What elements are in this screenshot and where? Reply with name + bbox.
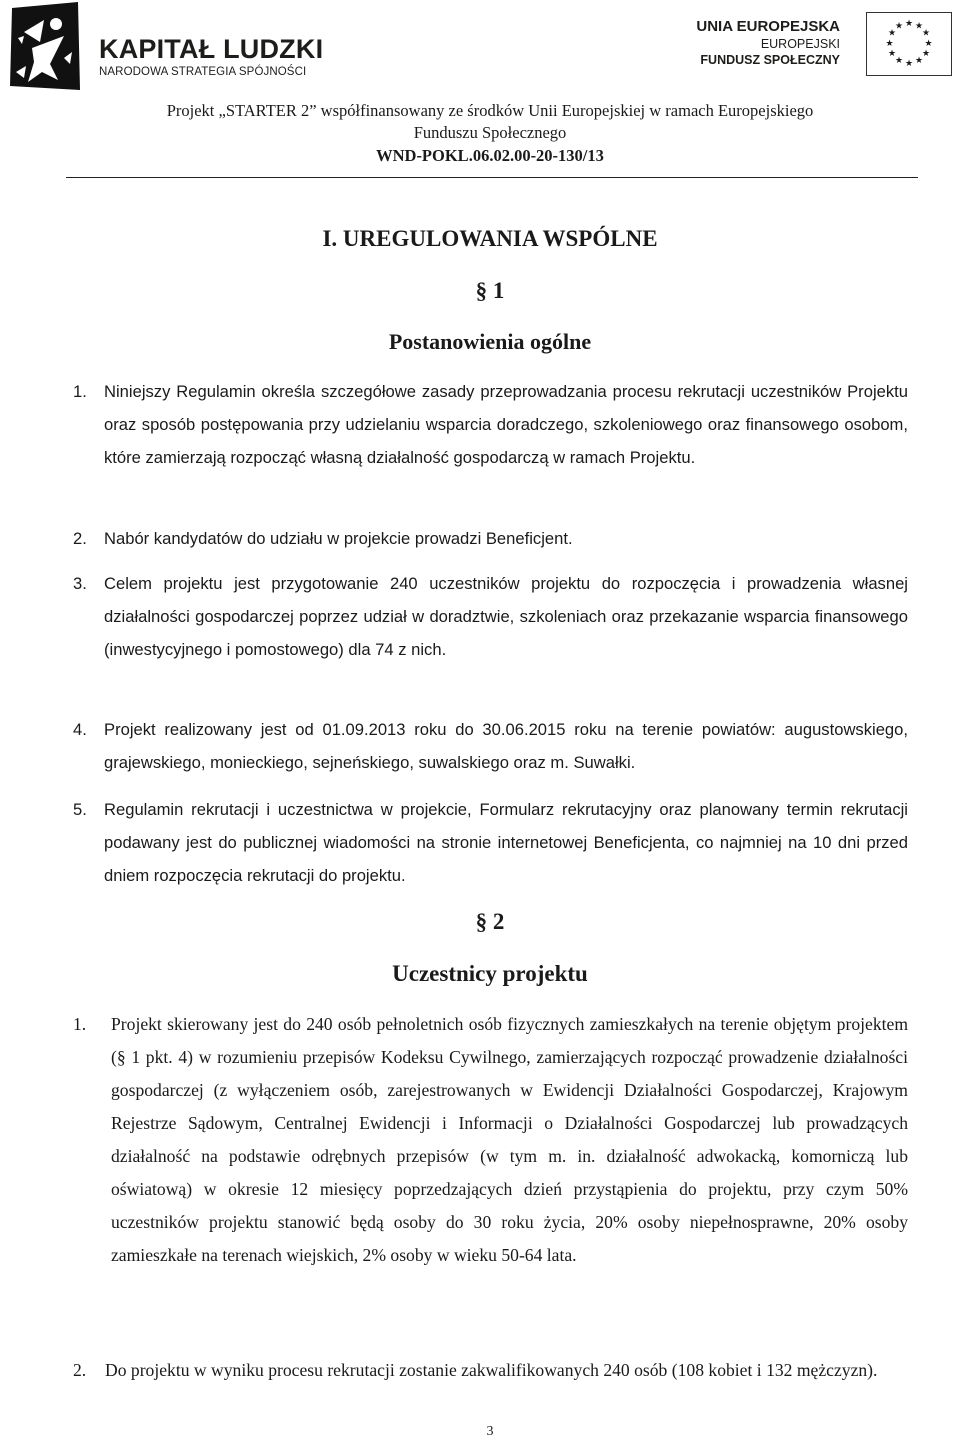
list-item-text: Niniejszy Regulamin określa szczegółowe zasady przeprowadzania procesu rekrutacji uczestników Projektu oraz sposób postępowania przy udzielaniu wsparcia doradczego, szkoleniowego oraz finansowego osobom, które zamierzają rozpocząć własną działalność gospodarczą w ramach Projektu. (104, 382, 908, 467)
list-item-number: 5. (73, 800, 87, 819)
project-funding-line: Projekt „STARTER 2” współfinansowany ze środków Unii Europejskiej w ramach Europejskiego (166, 101, 814, 120)
eu-logo-line1: UNIA EUROPEJSKA (696, 18, 840, 35)
paragraph2-title: Uczestnicy projektu (392, 961, 588, 986)
svg-text:★: ★ (914, 21, 924, 32)
header-divider (66, 177, 918, 178)
list-item (73, 567, 908, 666)
list-item (73, 1008, 908, 1272)
list-item (73, 375, 908, 474)
eu-logo-line2: EUROPEJSKI (760, 37, 840, 51)
svg-text:★: ★ (921, 28, 931, 39)
svg-text:★: ★ (887, 28, 897, 39)
list-item-number: 4. (73, 720, 87, 739)
svg-text:★: ★ (921, 49, 931, 59)
project-code: WND-POKL.06.02.00-20-130/13 (376, 146, 604, 165)
list-item (73, 1354, 908, 1387)
list-item (73, 793, 908, 892)
list-item-text: Projekt realizowany jest od 01.09.2013 roku do 30.06.2015 roku na terenie powiatów: augustowskiego, grajewskiego, monieckiego, sejneńskiego, suwalskiego oraz m. Suwałki. (104, 720, 908, 772)
eu-logo (690, 12, 960, 84)
list-item-text: Regulamin rekrutacji i uczestnictwa w projekcie, Formularz rekrutacyjny oraz planowany termin rekrutacji podawany jest do publicznej wiadomości na stronie internetowej Beneficjenta, co najmniej na 10 dni przed dniem rozpoczęcia rekrutacji do projektu. (104, 800, 908, 885)
kapital-ludzki-emblem-icon (6, 2, 90, 94)
svg-text:★: ★ (887, 49, 897, 59)
list-item-number: 2. (73, 529, 87, 548)
list-item-number: 3. (73, 574, 87, 593)
eu-logo-line3: FUNDUSZ SPOŁECZNY (700, 53, 840, 67)
list-item-number: 1. (73, 1014, 87, 1034)
kapital-ludzki-logo (6, 2, 324, 94)
list-item-number: 2. (73, 1360, 87, 1380)
section-title: I. UREGULOWANIA WSPÓLNE (322, 226, 658, 251)
kapital-ludzki-title: KAPITAŁ LUDZKI (99, 34, 324, 64)
list-item-text: Projekt skierowany jest do 240 osób pełnoletnich osób fizycznych zamieszkałych na terenie objętym projektem (§ 1 pkt. 4) w rozumieniu przepisów Kodeksu Cywilnego, zamierzających rozpocząć prowadzenie działalności gospodarczej (z wyłączeniem osób, zarejestrowanych w Ewidencji Działalności Gospodarczej, Krajowym Rejestrze Sądowym, Centralnej Ewidencji i Informacji o Działalności Gospodarczej lub prowadzących działalność na podstawie odrębnych przepisów (w tym m. in. działalność adwokacką, komorniczą lub oświatową) w okresie 12 miesięcy poprzedzających dzień przystąpienia do projektu, przy czym 50% uczestników projektu stanowić będą osoby do 30 roku życia, 20% osoby niepełnosprawne, 20% osoby zamieszkałe na terenach wiejskich, 2% osoby w wieku 50-64 lata. (111, 1014, 908, 1265)
project-funding-line2: Funduszu Społecznego (413, 123, 567, 142)
svg-text:★: ★ (914, 56, 924, 66)
paragraph2-mark: § 2 (475, 909, 505, 934)
svg-text:★: ★ (894, 21, 904, 32)
svg-text:★: ★ (885, 39, 894, 49)
kapital-ludzki-subtitle: NARODOWA STRATEGIA SPÓJNOŚCI (99, 66, 307, 78)
list-item (73, 522, 908, 555)
list-item-text: Do projektu w wyniku procesu rekrutacji zostanie zakwalifikowanych 240 osób (108 kobiet i 132 mężczyzn). (105, 1360, 878, 1380)
paragraph1-title: Postanowienia ogólne (388, 329, 592, 354)
list-item-number: 1. (73, 382, 87, 401)
eu-flag-stars-icon (866, 12, 952, 76)
list-item (73, 713, 908, 779)
eu-logo-text (696, 18, 840, 68)
svg-text:★: ★ (924, 39, 933, 49)
list-item-text: Nabór kandydatów do udziału w projekcie prowadzi Beneficjent. (104, 529, 573, 548)
paragraph1-mark: § 1 (475, 278, 505, 303)
svg-text:★: ★ (894, 56, 904, 66)
page-number: 3 (486, 1424, 494, 1439)
list-item-text: Celem projektu jest przygotowanie 240 uczestników projektu do rozpoczęcia i prowadzenia własnej działalności gospodarczej poprzez udział w doradztwie, szkoleniach oraz przekazanie wsparcia finansowego (inwestycyjnego i pomostowego) dla 74 z nich. (104, 574, 908, 659)
svg-text:★: ★ (904, 59, 914, 69)
svg-text:★: ★ (904, 19, 914, 29)
